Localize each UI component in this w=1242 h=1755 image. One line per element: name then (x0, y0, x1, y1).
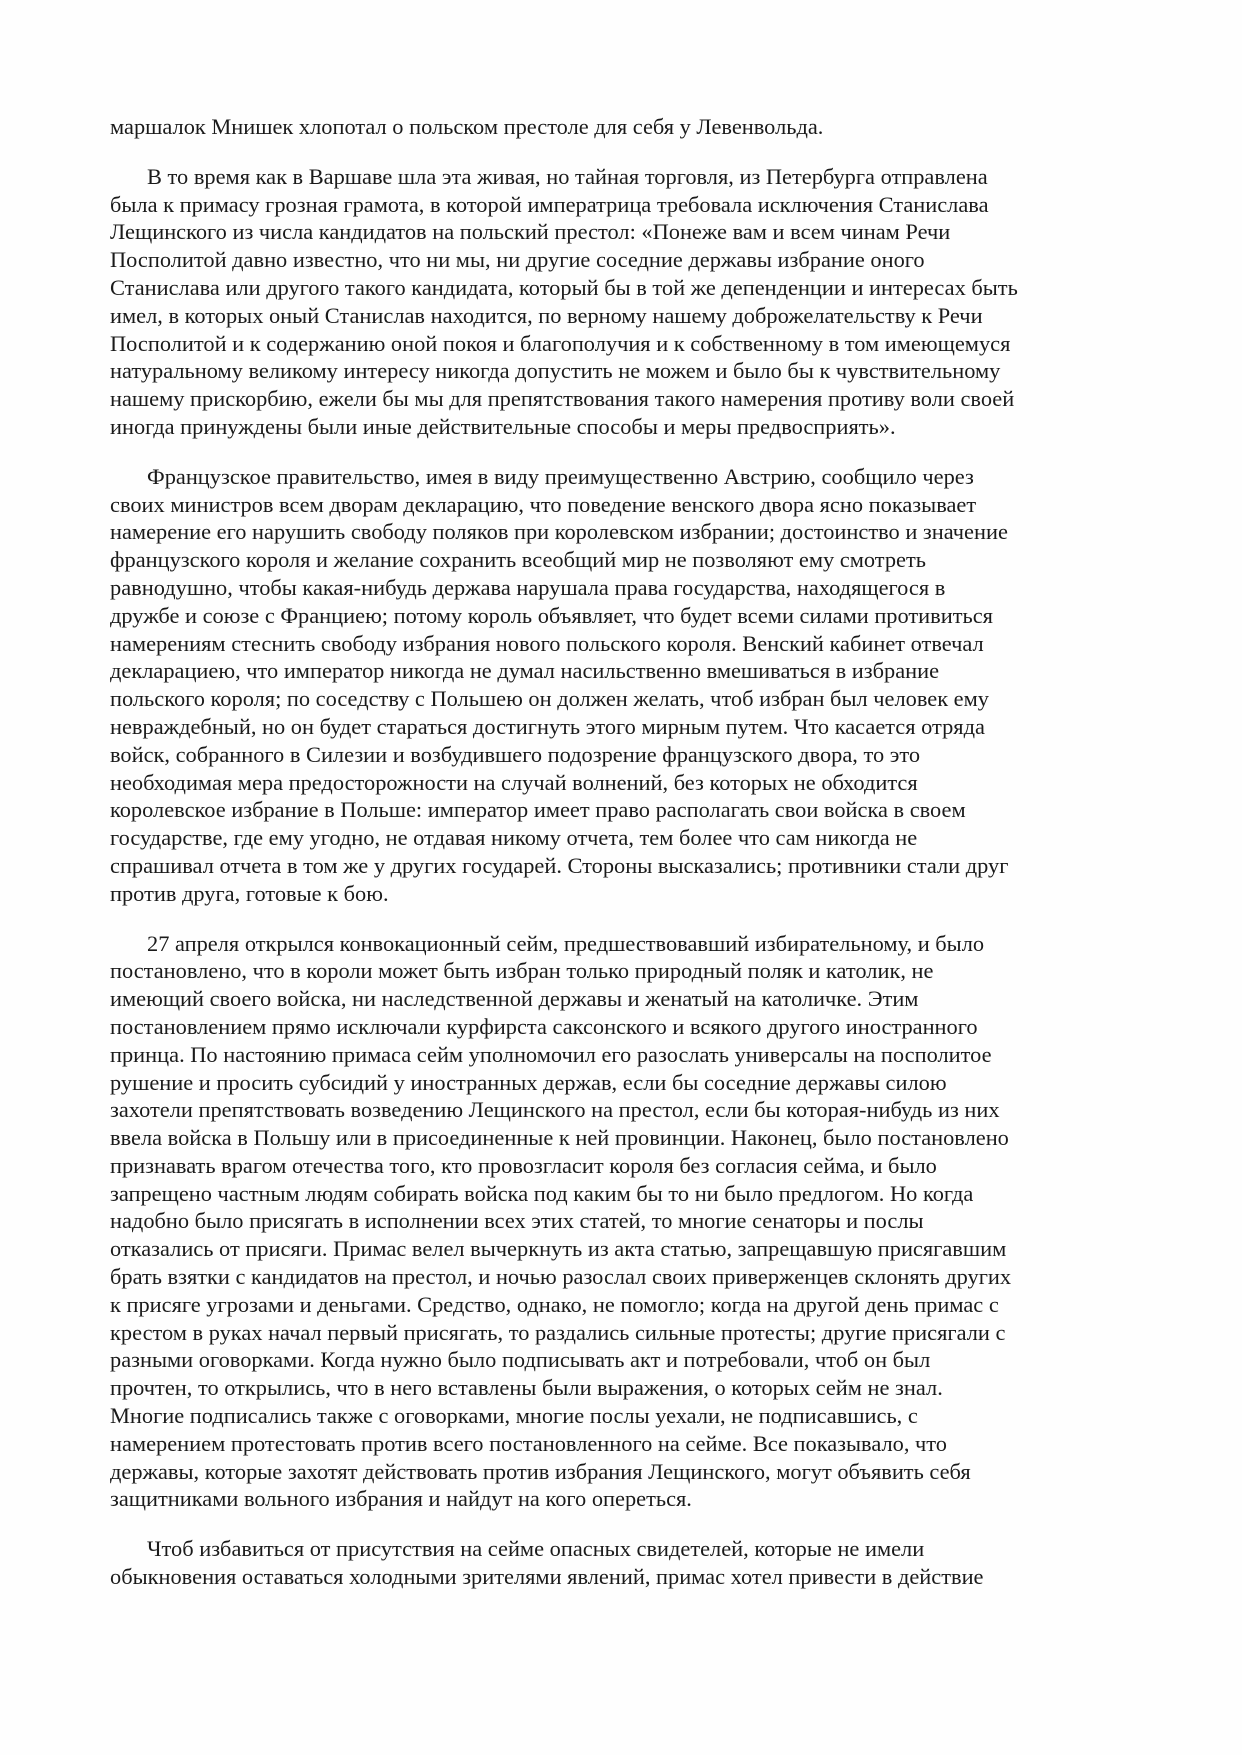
text-line: маршалок Мнишек хлопотал о польском престоле для себя у Левенвольда. (110, 114, 824, 139)
text-line: спрашивал отчета в том же у других государей. Стороны высказались; противники стали друг (110, 852, 1009, 878)
document-body (110, 113, 1140, 1591)
text-line: Лещинского из числа кандидатов на польский престол: «Понеже вам и всем чинам Речи (110, 219, 951, 245)
paragraph-spacer (110, 141, 1140, 163)
text-line: Многие подписались также с оговорками, многие послы уехали, не подписавшись, с (110, 1403, 918, 1429)
text-line: государстве, где ему угодно, не отдавая никому отчета, тем более что сам никогда не (110, 825, 918, 851)
paragraph-spacer (110, 908, 1140, 930)
text-line: признавать врагом отечества того, кто провозгласит короля без согласия сейма, и было (110, 1152, 937, 1178)
text-line: надобно было присягать в исполнении всех этих статей, то многие сенаторы и послы (110, 1208, 924, 1234)
text-line: рушение и просить субсидий у иностранных держав, если бы соседние державы силою (110, 1069, 947, 1095)
text-line: прочтен, то открылись, что в него вставлены были выражения, о которых сейм не знал. (110, 1375, 943, 1401)
paragraph-spacer (110, 441, 1140, 463)
text-line: Станислава или другого такого кандидата, который бы в той же депенденции и интересах быть (110, 274, 1018, 300)
text-line: Французское правительство, имея в виду преимущественно Австрию, сообщило через (147, 463, 974, 489)
text-line: войск, собранного в Силезии и возбудившего подозрение французского двора, то это (110, 741, 921, 767)
text-line: намерением протестовать против всего постановленного на сейме. Все показывало, что (110, 1430, 947, 1456)
text-line: обыкновения оставаться холодными зрителями явлений, примас хотел привести в действие (110, 1564, 984, 1590)
paragraph (110, 163, 1140, 441)
text-line: крестом в руках начал первый присягать, то раздались сильные протесты; другие присягали с (110, 1319, 1006, 1345)
text-line: имеющий своего войска, ни наследственной державы и женатый на католичке. Этим (110, 986, 919, 1012)
text-line: Посполитой и к содержанию оной покоя и благополучия и к собственному в том имеющемуся (110, 330, 1011, 356)
text-line: намерениям стеснить свободу избрания нового польского короля. Венский кабинет отвечал (110, 630, 984, 656)
paragraph (110, 113, 1140, 141)
text-line: запрещено частным людям собирать войска под каким бы то ни было предлогом. Но когда (110, 1180, 974, 1206)
text-line: 27 апреля открылся конвокационный сейм, предшествовавший избирательному, и было (147, 930, 985, 956)
text-line: к присяге угрозами и деньгами. Средство, однако, не помогло; когда на другой день примас с (110, 1291, 999, 1317)
text-line: невраждебный, но он будет стараться достигнуть этого мирным путем. Что касается отряда (110, 713, 985, 739)
text-line: против друга, готовые к бою. (110, 880, 389, 906)
text-line: намерение его нарушить свободу поляков при королевском избрании; достоинство и значение (110, 519, 1008, 545)
text-line: постановлено, что в короли может быть избран только природный поляк и католик, не (110, 958, 934, 984)
text-line: французского короля и желание сохранить всеобщий мир не позволяют ему смотреть (110, 547, 926, 573)
paragraph (110, 930, 1140, 1514)
text-line: Посполитой давно известно, что ни мы, ни другие соседние державы избрание оного (110, 247, 925, 273)
text-line: иногда принуждены были иные действительные способы и меры предвосприять». (110, 413, 896, 439)
paragraph (110, 1535, 1140, 1591)
text-line: постановлением прямо исключали курфирста саксонского и всякого другого иностранного (110, 1013, 978, 1039)
paragraph (110, 463, 1140, 908)
text-line: ввела войска в Польшу или в присоединенные к ней провинции. Наконец, было постановлено (110, 1125, 1009, 1151)
text-line: принца. По настоянию примаса сейм уполномочил его разослать универсалы на посполитое (110, 1041, 992, 1067)
text-line: брать взятки с кандидатов на престол, и ночью разослал своих приверженцев склонять других (110, 1264, 1012, 1290)
text-line: своих министров всем дворам декларацию, что поведение венского двора ясно показывает (110, 491, 977, 517)
text-line: декларациею, что император никогда не думал насильственно вмешиваться в избрание (110, 658, 940, 684)
text-line: отказались от присяги. Примас велел вычеркнуть из акта статью, запрещавшую присягавшим (110, 1236, 1007, 1262)
text-line: державы, которые захотят действовать против избрания Лещинского, могут объявить себя (110, 1458, 971, 1484)
text-line: дружбе и союзе с Франциею; потому король объявляет, что будет всеми силами противиться (110, 602, 993, 628)
text-line: равнодушно, чтобы какая-нибудь держава нарушала права государства, находящегося в (110, 574, 946, 600)
text-line: королевское избрание в Польше: император имеет право располагать свои войска в своем (110, 797, 966, 823)
text-line: натуральному великому интересу никогда допустить не можем и было бы к чувствительному (110, 358, 1001, 384)
text-line: Чтоб избавиться от присутствия на сейме опасных свидетелей, которые не имели (147, 1536, 925, 1562)
paragraph-spacer (110, 1513, 1140, 1535)
text-line: разными оговорками. Когда нужно было подписывать акт и потребовали, чтоб он был (110, 1347, 931, 1373)
text-line: необходимая мера предосторожности на случай волнений, без которых не обходится (110, 769, 918, 795)
text-line: захотели препятствовать возведению Лещинского на престол, если бы которая-нибудь из них (110, 1097, 1000, 1123)
text-line: нашему прискорбию, ежели бы мы для препятствования такого намерения противу воли своей (110, 386, 1015, 412)
text-line: защитниками вольного избрания и найдут на кого опереться. (110, 1486, 692, 1512)
text-line: В то время как в Варшаве шла эта живая, но тайная торговля, из Петербурга отправлена (147, 163, 988, 189)
text-line: была к примасу грозная грамота, в которой императрица требовала исключения Станислава (110, 191, 989, 217)
text-line: имел, в которых оный Станислав находится, по верному нашему доброжелательству к Речи (110, 302, 983, 328)
text-line: польского короля; по соседству с Польшею он должен желать, чтоб избран был человек ему (110, 686, 989, 712)
